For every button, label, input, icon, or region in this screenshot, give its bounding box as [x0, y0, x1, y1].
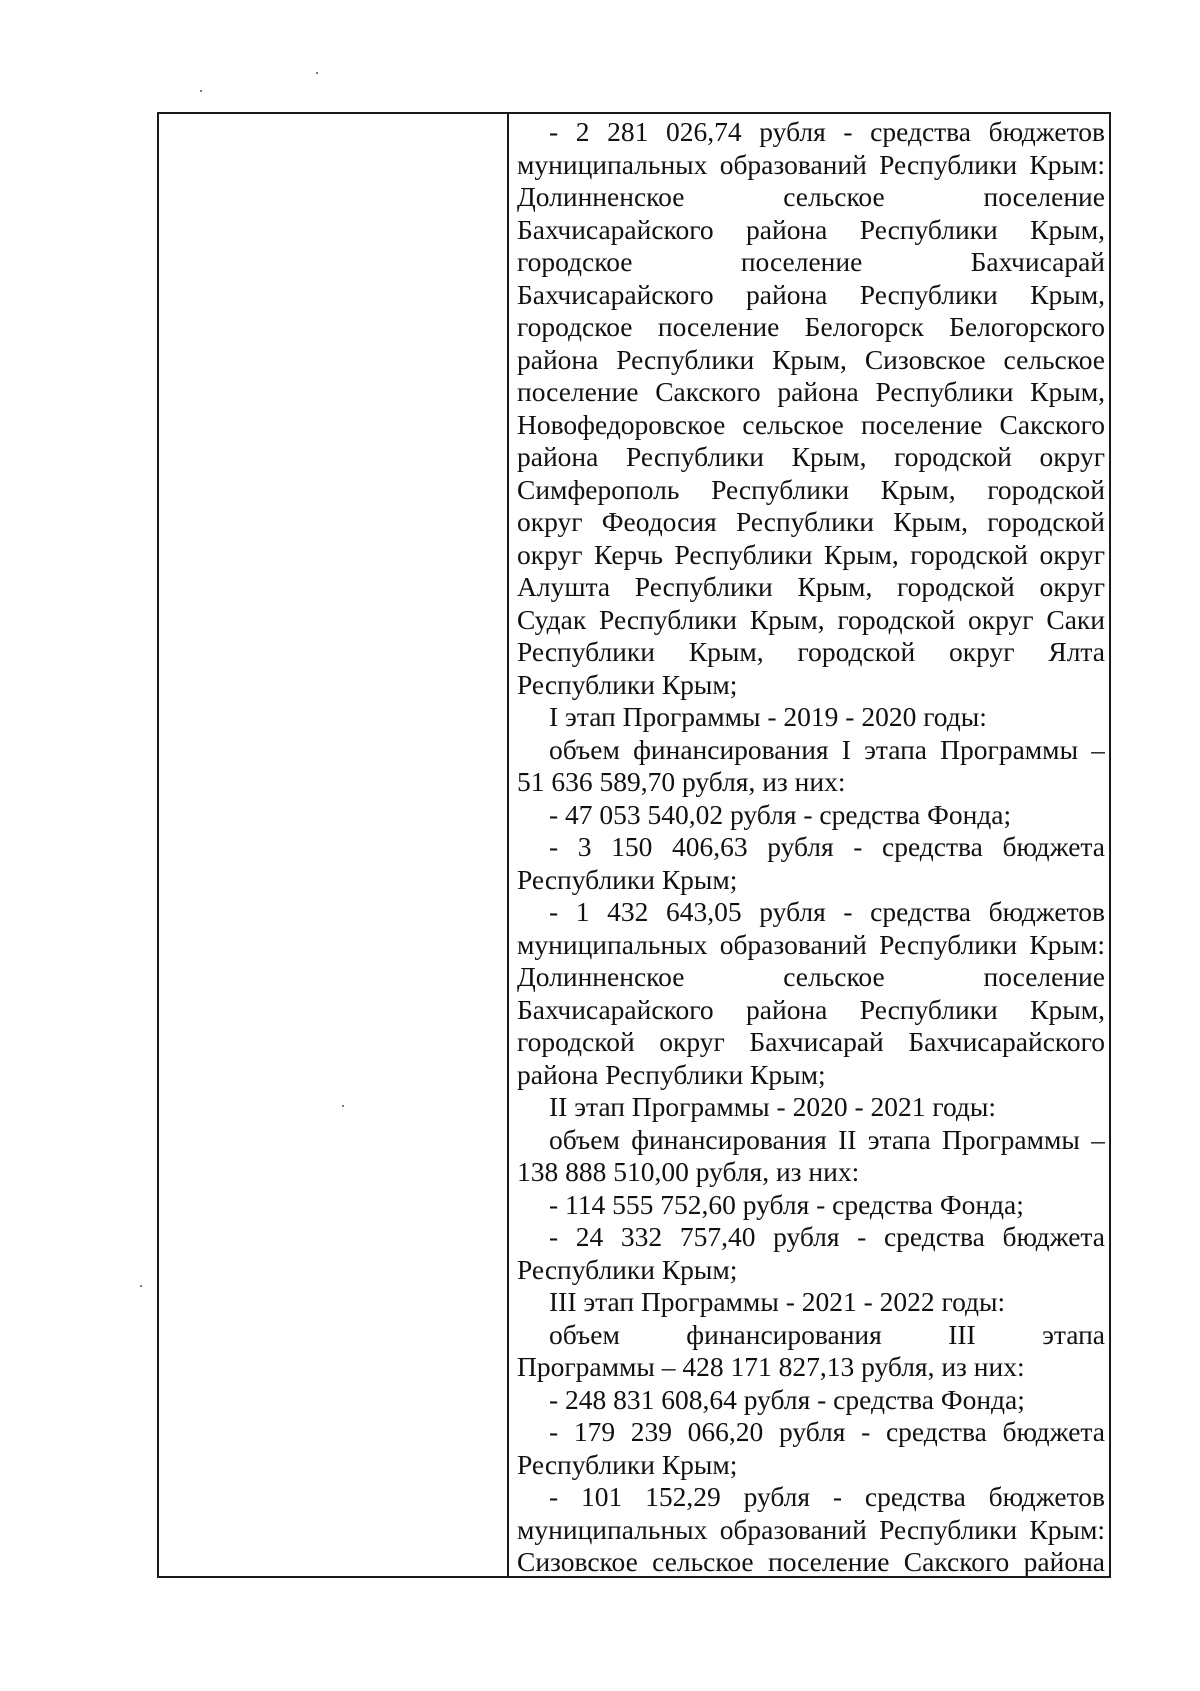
text-line: I этап Программы - 2019 - 2020 годы: [549, 701, 987, 732]
text-line: II этап Программы - 2020 - 2021 годы: [549, 1091, 997, 1122]
text-line: Симферополь Республики Крым, городской [517, 473, 1105, 505]
text-line: Бахчисарайского района Республики Крым, [517, 278, 1105, 310]
text-line: объем финансирования II этапа Программы – [549, 1123, 1105, 1155]
text-line: - 114 555 752,60 рубля - средства Фонда; [549, 1188, 1024, 1220]
text-line: округ Феодосия Республики Крым, городской [517, 506, 1105, 537]
text-line: муниципальных образований Республики Крым: [517, 928, 1105, 960]
empty-left-cell [159, 114, 509, 1576]
text-line: городской округ Бахчисарай Бахчисарайского [517, 1026, 1105, 1057]
text-line: Республики Крым; [517, 1448, 738, 1480]
text-line: Долинненское сельское поселение [517, 181, 1105, 212]
scan-speck [316, 72, 318, 74]
text-line: - 101 152,29 рубля - средства бюджетов [549, 1481, 1105, 1512]
text-line: - 2 281 026,74 рубля - средства бюджетов [549, 116, 1105, 147]
text-line: Республики Крым; [517, 668, 738, 700]
text-line: - 24 332 757,40 рубля - средства бюджета [549, 1221, 1105, 1252]
funding-text-cell [509, 114, 1109, 1576]
text-line: Алушта Республики Крым, городской округ [517, 571, 1105, 602]
text-line: - 3 150 406,63 рубля - средства бюджета [549, 831, 1105, 862]
text-line: Республики Крым; [517, 863, 738, 895]
text-line: района Республики Крым, городской округ [517, 441, 1105, 472]
text-line: Сизовское сельское поселение Сакского района [517, 1546, 1105, 1576]
text-line: района Республики Крым; [517, 1058, 826, 1090]
text-line: объем финансирования I этапа Программы – [549, 733, 1105, 765]
text-line: Бахчисарайского района Республики Крым, [517, 213, 1105, 245]
text-line: Республики Крым, городской округ Ялта [517, 636, 1105, 667]
text-line: Программы – 428 171 827,13 рубля, из них: [517, 1351, 1025, 1382]
text-line: Бахчисарайского района Республики Крым, [517, 993, 1105, 1025]
scan-speck [140, 1285, 142, 1287]
scan-speck [342, 1105, 344, 1107]
text-line: района Республики Крым, Сизовское сельское [517, 343, 1105, 375]
text-line: III этап Программы - 2021 - 2022 годы: [549, 1286, 1006, 1317]
text-line: муниципальных образований Республики Крым: [517, 1513, 1105, 1545]
text-line: - 179 239 066,20 рубля - средства бюджета [549, 1416, 1105, 1447]
text-line: поселение Сакского района Республики Крым, [517, 376, 1105, 407]
text-line: объем финансирования III этапа [549, 1318, 1105, 1350]
text-line: - 47 053 540,02 рубля - средства Фонда; [549, 798, 1012, 830]
scan-speck [200, 90, 202, 92]
text-line: - 248 831 608,64 рубля - средства Фонда; [549, 1383, 1025, 1415]
text-line: Долинненское сельское поселение [517, 961, 1105, 992]
text-line: городское поселение Белогорск Белогорского [517, 311, 1105, 342]
text-line: муниципальных образований Республики Крым: [517, 148, 1105, 180]
text-line: 51 636 589,70 рубля, из них: [517, 766, 846, 797]
text-line: Судак Республики Крым, городской округ Саки [517, 603, 1105, 635]
text-line: Республики Крым; [517, 1253, 738, 1285]
text-line: округ Керчь Республики Крым, городской округ [517, 538, 1105, 570]
text-line: - 1 432 643,05 рубля - средства бюджетов [549, 896, 1105, 927]
text-line: 138 888 510,00 рубля, из них: [517, 1156, 860, 1187]
text-line: городское поселение Бахчисарай [517, 246, 1105, 277]
text-line: Новофедоровское сельское поселение Сакского [517, 408, 1105, 440]
document-table [157, 112, 1111, 1578]
